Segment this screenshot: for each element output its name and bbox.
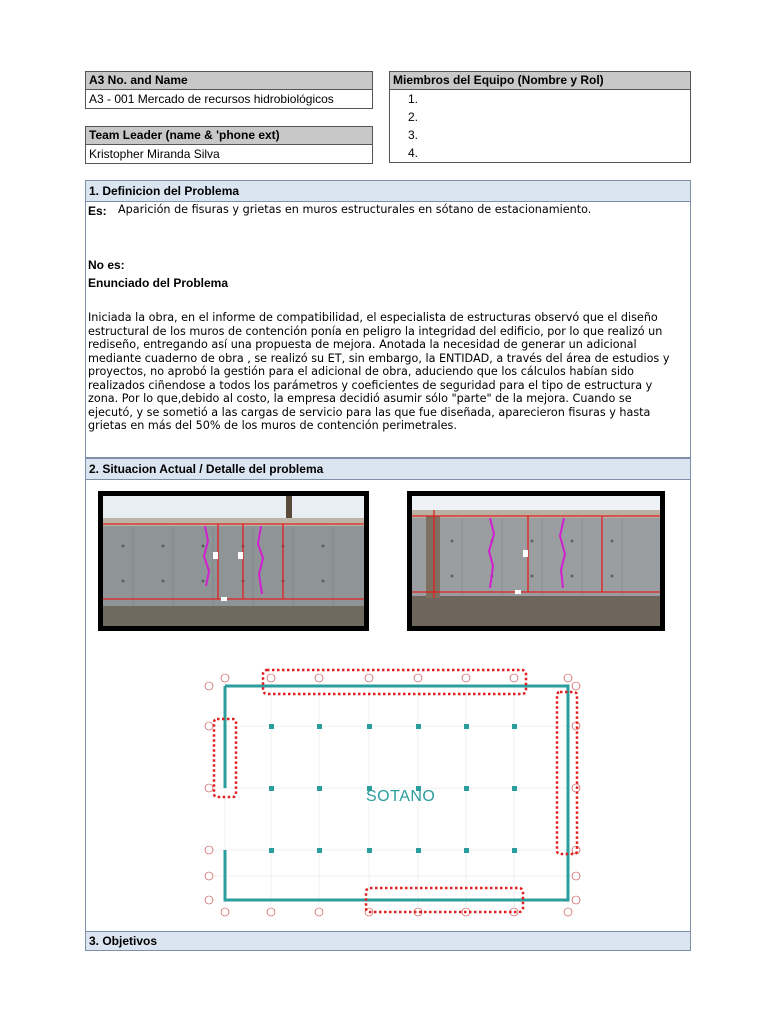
statement-line: ejecutó, y se sometió a las cargas de servicio para las que fue diseñada, aparecieron fisuras y hasta	[88, 405, 651, 419]
a3-header: A3 No. and Name	[85, 71, 373, 90]
team-leader-value: Kristopher Miranda Silva	[85, 145, 373, 164]
basement-floor-plan	[198, 666, 588, 922]
section2-body	[85, 480, 691, 932]
es-label: Es:	[88, 204, 107, 218]
es-text: Aparición de fisuras y grietas en muros estructurales en sótano de estacionamiento.	[118, 203, 592, 216]
member-item: 4.	[408, 146, 419, 160]
statement-line: estructural de los muros de contención ponía en peligro la integridad del edificio, por lo que realizó un	[88, 324, 663, 338]
enunciado-label: Enunciado del Problema	[88, 276, 229, 290]
statement-line: proyectos, no aprobó la gestión para el adicional de obra, aduciendo que los cálculos habían sido	[88, 365, 634, 378]
wall-photo-left-image	[103, 496, 364, 626]
section2-title: 2. Situacion Actual / Detalle del problema	[85, 458, 691, 480]
problem-statement	[88, 311, 688, 433]
statement-line: grietas en más del 50% de los muros de contención perimetrales.	[88, 419, 457, 432]
wall-photo-right	[407, 491, 665, 631]
section1-title: 1. Definicion del Problema	[85, 180, 691, 202]
no-es-label: No es:	[88, 258, 125, 272]
a3-value: A3 - 001 Mercado de recursos hidrobiológicos	[85, 90, 373, 109]
statement-line: Iniciada la obra, en el informe de compatibilidad, el especialista de estructuras observó que el diseño	[88, 311, 658, 324]
section1-body	[85, 202, 691, 458]
team-leader-header: Team Leader (name & 'phone ext)	[85, 126, 373, 145]
member-item: 3.	[408, 128, 419, 142]
statement-line: mediante cuaderno de obra , se realizó su ET, sin embargo, la ENTIDAD, a través del área de estudios y	[88, 351, 670, 365]
members-box	[389, 90, 691, 163]
sotano-label: SOTANO	[366, 788, 436, 805]
section3-title: 3. Objetivos	[85, 931, 691, 951]
statement-line: zona. Por lo que,debido al costo, la empresa decidió asumir sólo "parte" de la mejora. Cuando se	[88, 392, 632, 405]
wall-photo-right-image	[412, 496, 660, 626]
member-item: 1.	[408, 92, 419, 106]
statement-line: realizados ciñendose a todos los parámetros y coeficientes de seguridad para el tipo de estructura y	[88, 378, 653, 392]
statement-line: rediseño, entregando así una propuesta de mejora. Anotada la necesidad de generar un adicional	[88, 338, 637, 351]
member-item: 2.	[408, 110, 419, 124]
wall-photo-left	[98, 491, 369, 631]
members-header: Miembros del Equipo (Nombre y Rol)	[389, 71, 691, 90]
